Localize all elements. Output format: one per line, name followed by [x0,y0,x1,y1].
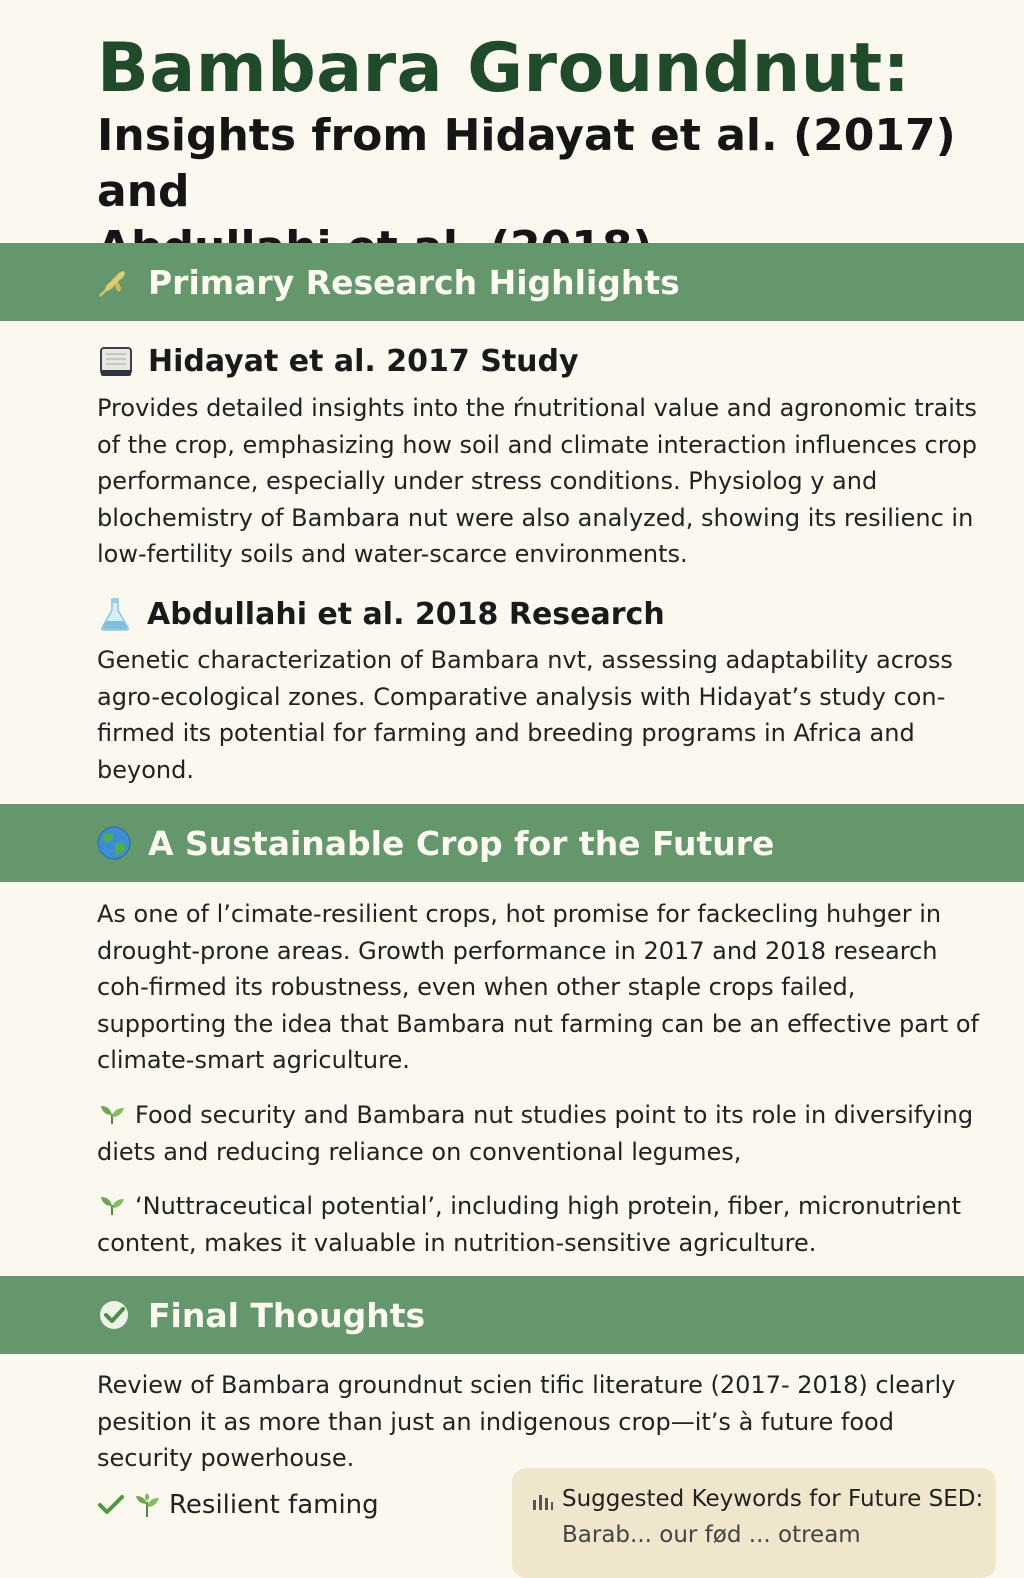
page-subtitle-line-1: Insights from Hidayat et al. (2017) and [97,110,956,217]
section-band-final [0,1276,1024,1354]
suggested-keywords-line: Barab... our fød ... otream [562,1522,861,1548]
final-item-resilient [97,1490,379,1520]
bar-chart-icon [532,1492,554,1510]
sprout-icon [97,1194,127,1216]
final-item-resilient-text: Resilient faming [169,1490,379,1520]
sprout-icon [133,1492,161,1518]
suggested-keywords-title: Suggested Keywords for Future SED: [562,1486,984,1512]
section-heading-sustainable: A Sustainable Crop for the Future [148,823,775,863]
checkmark-icon [97,1493,125,1517]
sustainable-body: As one of l’cimate-resilient crops, hot promise for fackecling huhger in drought-prone areas. Growth performance in 2017 and 2018 research coh-firmed its robustness, even when other staple crops failed, supporting the idea that Bambara nut farming can be an effective part of climate-smart agriculture. [97,900,979,1075]
sprout-icon [97,1103,127,1125]
book-icon [98,344,134,380]
suggested-keywords-box [512,1468,996,1578]
sustainable-bullet-1 [97,1097,987,1170]
section-band-sustainable [0,804,1024,882]
hidayat-study-title: Hidayat et al. 2017 Study [148,344,579,379]
abdullahi-research-title: Abdullahi et al. 2018 Research [147,597,665,632]
flask-icon [97,596,133,632]
abdullahi-research-body: Genetic characterization of Bambara nvt, assessing adaptability across agro-ecological zones. Comparative analysis with Hidayat’s study con-firmed its potential for farming and breeding programs in Africa and beyond. [97,646,953,784]
section-heading-highlights: Primary Research Highlights [148,262,680,302]
globe-icon [96,825,132,861]
hidayat-study-body: Provides detailed insights into the ŕnutritional value and agronomic traits of the crop, emphasizing how soil and climate interaction influences crop performance, especially under stress conditions. Physiolog y and blochemistry of Bambara nut were also analyzed, showing its resilienc in low-fertility soils and water-scarce environments. [97,394,977,569]
title-block [97,30,997,276]
page-title: Bambara Groundnut: [97,29,911,108]
wheat-icon [96,264,132,300]
final-body: Review of Bambara groundnut scien tific literature (2017- 2018) clearly pesition it as more than just an indigenous crop—it’s à future food security powerhouse. [97,1371,956,1473]
section-band-highlights [0,243,1024,321]
sustainable-bullet-2-text: ‘Nuttraceutical potential’, including high protein, fiber, micronutrient content, makes it valuable in nutrition-sensitive agriculture. [97,1192,961,1257]
check-icon [96,1297,132,1333]
section-heading-final: Final Thoughts [148,1295,426,1335]
sustainable-bullet-2 [97,1188,987,1261]
sustainable-bullet-1-text: Food security and Bambara nut studies point to its role in diversifying diets and reducing reliance on conventional legumes, [97,1101,974,1166]
